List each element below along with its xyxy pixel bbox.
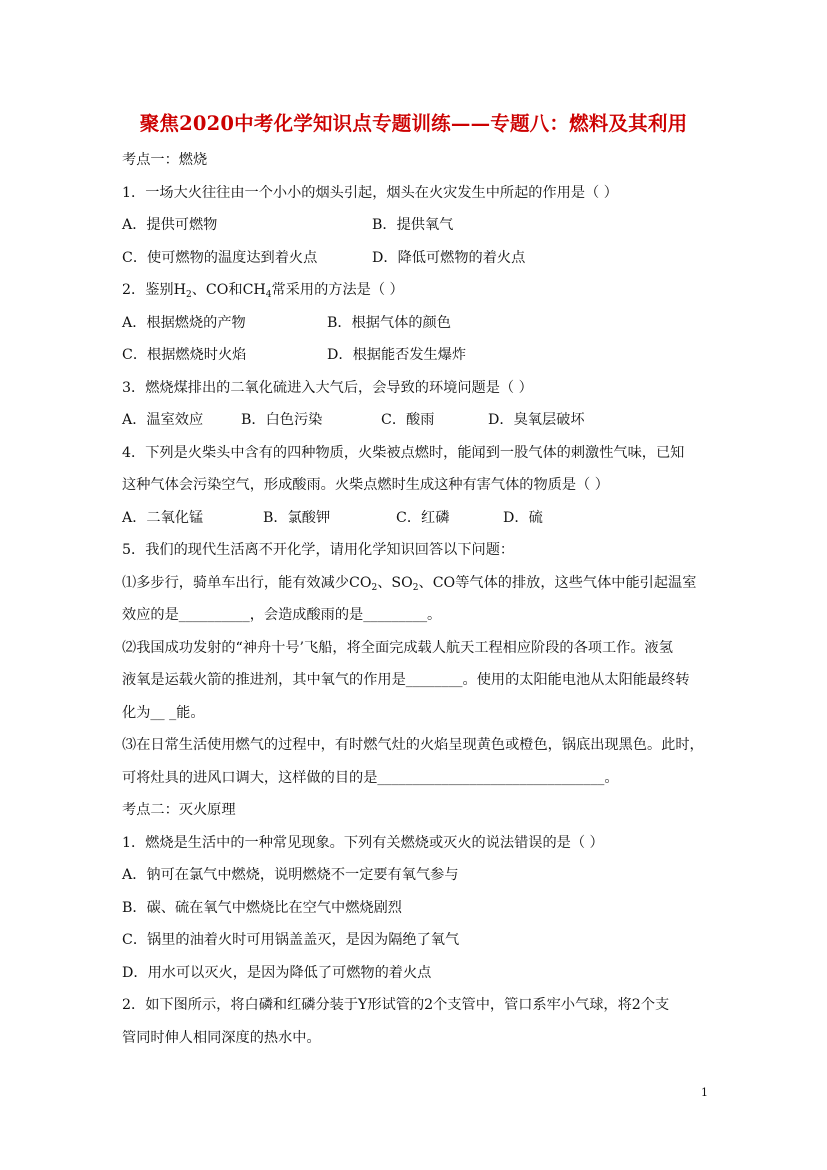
question-2-option-b: B．根据气体的颜色: [327, 315, 451, 331]
question-3-option-d: D．臭氧层破坏: [488, 412, 585, 428]
question-5-part-3-line-1: ⑶在日常生活使用燃气的过程中，有时燃气灶的火焰呈现黄色或橙色，锅底出现黑色。此时，: [122, 737, 704, 753]
question-1-option-b: B．提供氧气: [372, 217, 454, 233]
question-4-stem-line-2: 这种气体会污染空气，形成酸雨。火柴点燃时生成这种有害气体的物质是（ ）: [122, 477, 609, 493]
question-4-option-d: D．硫: [503, 510, 543, 526]
page-number: 1: [701, 1086, 708, 1099]
section-2-question-1-stem: 1．燃烧是生活中的一种常见现象。下列有关燃烧或灭火的说法错误的是（ ）: [122, 835, 604, 851]
section-2-question-1-option-a: A．钠可在氯气中燃烧，说明燃烧不一定要有氧气参与: [122, 867, 459, 883]
section-2-question-1-option-c: C．锅里的油着火时可用锅盖盖灭，是因为隔绝了氧气: [122, 932, 460, 948]
section-2-question-1-option-b: B．碳、硫在氧气中燃烧比在空气中燃烧剧烈: [122, 900, 402, 916]
section-2-question-2-line-2: 管同时伸人相同深度的热水中。: [122, 1030, 321, 1046]
question-5-part-1-line-2: 效应的是__________，会造成酸雨的是_________。: [122, 607, 442, 623]
question-1-option-a: A．提供可燃物: [122, 217, 218, 233]
question-2-option-a: A．根据燃烧的产物: [122, 315, 246, 331]
question-3-option-c: C．酸雨: [381, 412, 435, 428]
question-4-stem-line-1: 4．下列是火柴头中含有的四种物质，火柴被点燃时，能闻到一股气体的刺激性气味，已知: [122, 445, 685, 461]
question-5-part-3-line-2: 可将灶具的进风口调大，这样做的目的是________________________________。: [122, 770, 619, 786]
section-heading-1: 考点一：燃烧: [122, 152, 208, 168]
question-3-option-b: B．白色污染: [241, 412, 323, 428]
question-4-option-a: A．二氧化锰: [122, 510, 204, 526]
question-2-stem: 2．鉴别$H_2$、CO和$CH_4$常采用的方法是（ ）: [122, 282, 404, 300]
question-5-part-2-line-3: 化为__ _能。: [122, 705, 205, 721]
question-5-part-1-line-1: ⑴多步行，骑单车出行，能有效减少$CO_2$、$SO_2$、CO等气体的排放，这些气体中能引起温室: [122, 575, 697, 593]
question-2-option-c: C．根据燃烧时火焰: [122, 347, 247, 363]
document-title: 聚焦2020中考化学知识点专题训练——专题八：燃料及其利用: [139, 112, 688, 135]
question-2-option-d: D．根据能否发生爆炸: [327, 347, 467, 363]
question-1-option-c: C．使可燃物的温度达到着火点: [122, 250, 318, 266]
question-5-part-2-line-1: ⑵我国成功发射的“神舟十号’飞船，将全面完成载人航天工程相应阶段的各项工作。液氢: [122, 640, 673, 656]
question-1-stem: 1．一场大火往往由一个小小的烟头引起，烟头在火灾发生中所起的作用是（ ）: [122, 185, 618, 201]
question-1-option-d: D．降低可燃物的着火点: [372, 250, 526, 266]
question-3-option-a: A．温室效应: [122, 412, 204, 428]
section-heading-2: 考点二：灭火原理: [122, 802, 236, 818]
section-2-question-2-line-1: 2．如下图所示，将白磷和红磷分装于Y形试管的2个支管中，管口系牢小气球，将2个支: [122, 997, 670, 1013]
question-4-option-c: C．红磷: [396, 510, 450, 526]
question-3-stem: 3．燃烧煤排出的二氧化硫进入大气后，会导致的环境问题是（ ）: [122, 380, 533, 396]
question-4-option-b: B．氯酸钾: [263, 510, 331, 526]
question-5-part-2-line-2: 液氧是运载火箭的推进剂，其中氧气的作用是________。使用的太阳能电池从太阳能最终转: [122, 672, 690, 688]
question-5-stem: 5．我们的现代生活离不开化学，请用化学知识回答以下问题：: [122, 542, 515, 558]
section-2-question-1-option-d: D．用水可以灭火，是因为降低了可燃物的着火点: [122, 965, 432, 981]
